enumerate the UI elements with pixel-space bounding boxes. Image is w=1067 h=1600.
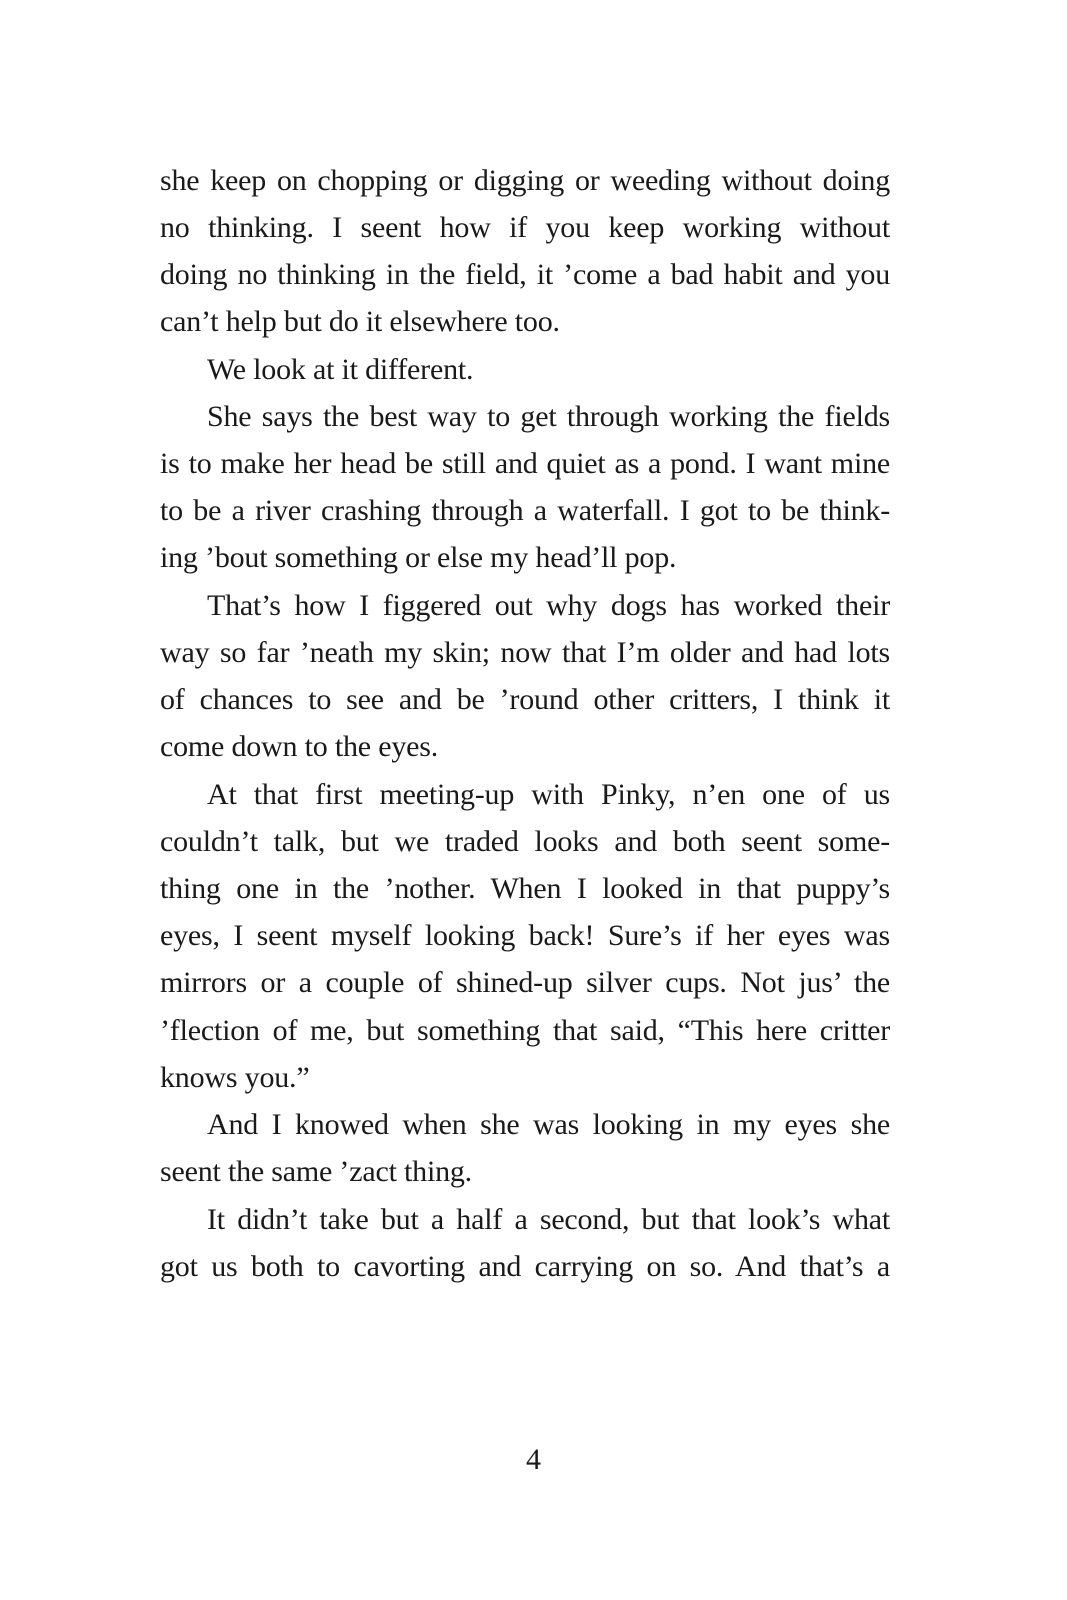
- text-line: ing ’bout something or else my head’ll pop.: [160, 541, 677, 574]
- text-line: ’flection of me, but something that said, “This here critter: [160, 1014, 890, 1047]
- text-line: eyes, I seent myself looking back! Sure’s if her eyes was: [160, 919, 890, 952]
- text-line: knows you.”: [160, 1061, 310, 1094]
- text-line: she keep on chopping or digging or weeding without doing: [160, 164, 890, 197]
- text-line: of chances to see and be ’round other critters, I think it: [160, 683, 890, 716]
- text-line: mirrors or a couple of shined-up silver cups. Not jus’ the: [160, 966, 890, 999]
- text-line: come down to the eyes.: [160, 730, 439, 763]
- text-line: no thinking. I seent how if you keep working without: [160, 211, 890, 244]
- page-number: 4: [526, 1443, 541, 1476]
- paragraph-start-line: At that first meeting-up with Pinky, n’en one of us: [207, 778, 890, 811]
- text-line: to be a river crashing through a waterfall. I got to be think-: [160, 494, 890, 527]
- text-line: thing one in the ’nother. When I looked in that puppy’s: [160, 872, 890, 905]
- paragraph-start-line: And I knowed when she was looking in my eyes she: [207, 1108, 890, 1141]
- text-line: way so far ’neath my skin; now that I’m older and had lots: [160, 636, 890, 669]
- text-line: is to make her head be still and quiet as a pond. I want mine: [160, 447, 890, 480]
- paragraph-start-line: We look at it different.: [207, 353, 474, 386]
- text-line: got us both to cavorting and carrying on so. And that’s a: [160, 1250, 890, 1283]
- text-line: seent the same ’zact thing.: [160, 1155, 472, 1188]
- text-line: couldn’t talk, but we traded looks and both seent some-: [160, 825, 890, 858]
- paragraph-start-line: It didn’t take but a half a second, but that look’s what: [207, 1203, 890, 1236]
- paragraph-start-line: She says the best way to get through working the fields: [207, 400, 890, 433]
- text-line: can’t help but do it elsewhere too.: [160, 305, 560, 338]
- paragraph-start-line: That’s how I figgered out why dogs has worked their: [207, 589, 890, 622]
- text-line: doing no thinking in the field, it ’come a bad habit and you: [160, 258, 890, 291]
